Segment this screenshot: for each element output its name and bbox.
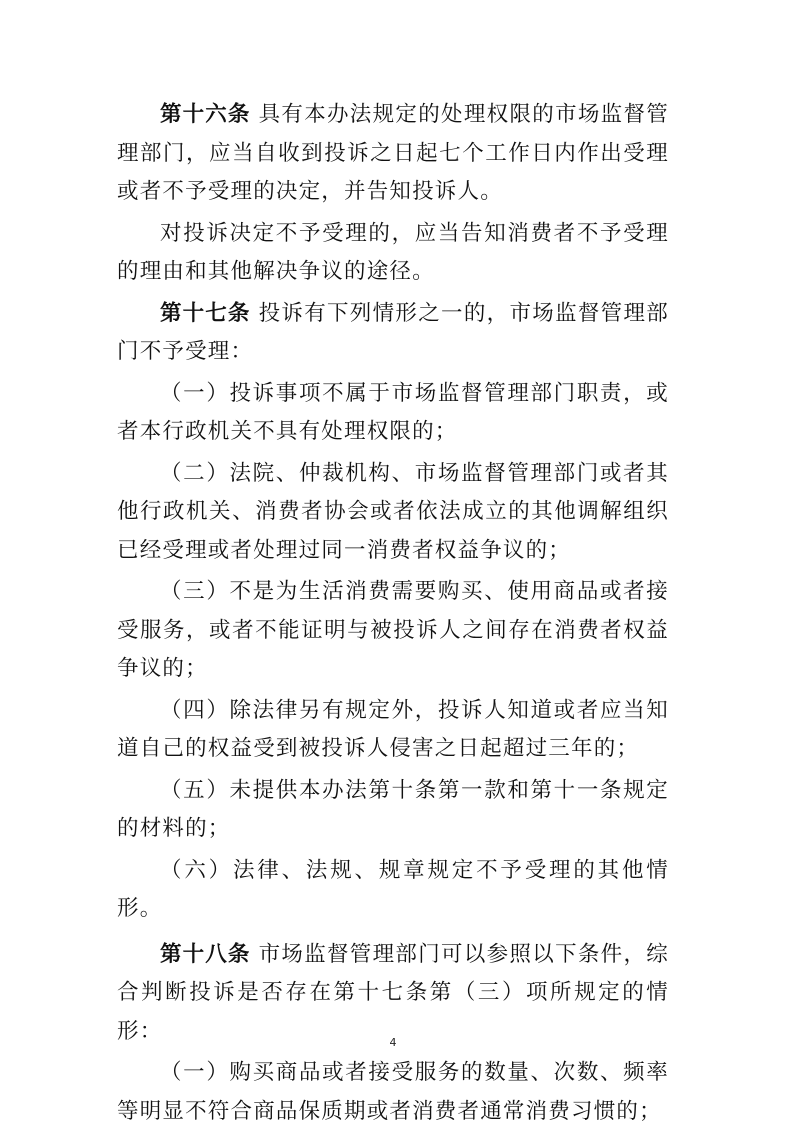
article-18-text: 市场监督管理部门可以参照以下条件，综合判断投诉是否存在第十七条第（三）项所规定的情形： [117, 941, 669, 1044]
article-16-paragraph [117, 96, 669, 212]
article-16-text: 具有本办法规定的处理权限的市场监督管理部门，应当自收到投诉之日起七个工作日内作出受理或者不予受理的决定，并告知投诉人。 [117, 102, 669, 204]
article-17-text: 投诉有下列情形之一的，市场监督管理部门不予受理： [117, 300, 669, 364]
article-18-heading: 第十八条 [160, 941, 251, 967]
article-16-heading: 第十六条 [160, 102, 251, 127]
article-17-item-5: （五）未提供本办法第十条第一款和第十一条规定的材料的； [117, 777, 669, 841]
article-17-item-4: （四）除法律另有规定外，投诉人知道或者应当知道自己的权益受到被投诉人侵害之日起超过三年的； [117, 697, 669, 761]
article-17-item-2: （二）法院、仲裁机构、市场监督管理部门或者其他行政机关、消费者协会或者依法成立的其他调解组织已经受理或者处理过同一消费者权益争议的； [117, 460, 669, 563]
article-16-p2-text: 对投诉决定不予受理的，应当告知消费者不予受理的理由和其他解决争议的途径。 [117, 220, 669, 284]
article-16-paragraph-2 [117, 215, 669, 292]
article-17-paragraph [117, 295, 669, 372]
article-17-item-6: （六）法律、法规、规章规定不予受理的其他情形。 [117, 857, 669, 921]
article-17-item-3: （三）不是为生活消费需要购买、使用商品或者接受服务，或者不能证明与被投诉人之间存在消费者权益争议的； [117, 579, 669, 681]
article-17-heading: 第十七条 [160, 300, 251, 326]
page-number: 4 [389, 1036, 397, 1049]
article-18-item-1: （一）购买商品或者接受服务的数量、次数、频率等明显不符合商品保质期或者消费者通常消费习惯的； [117, 1060, 669, 1124]
article-18-paragraph [117, 936, 669, 1052]
article-17-item-1: （一）投诉事项不属于市场监督管理部门职责，或者本行政机关不具有处理权限的； [117, 380, 669, 444]
document-page [117, 0, 669, 1131]
